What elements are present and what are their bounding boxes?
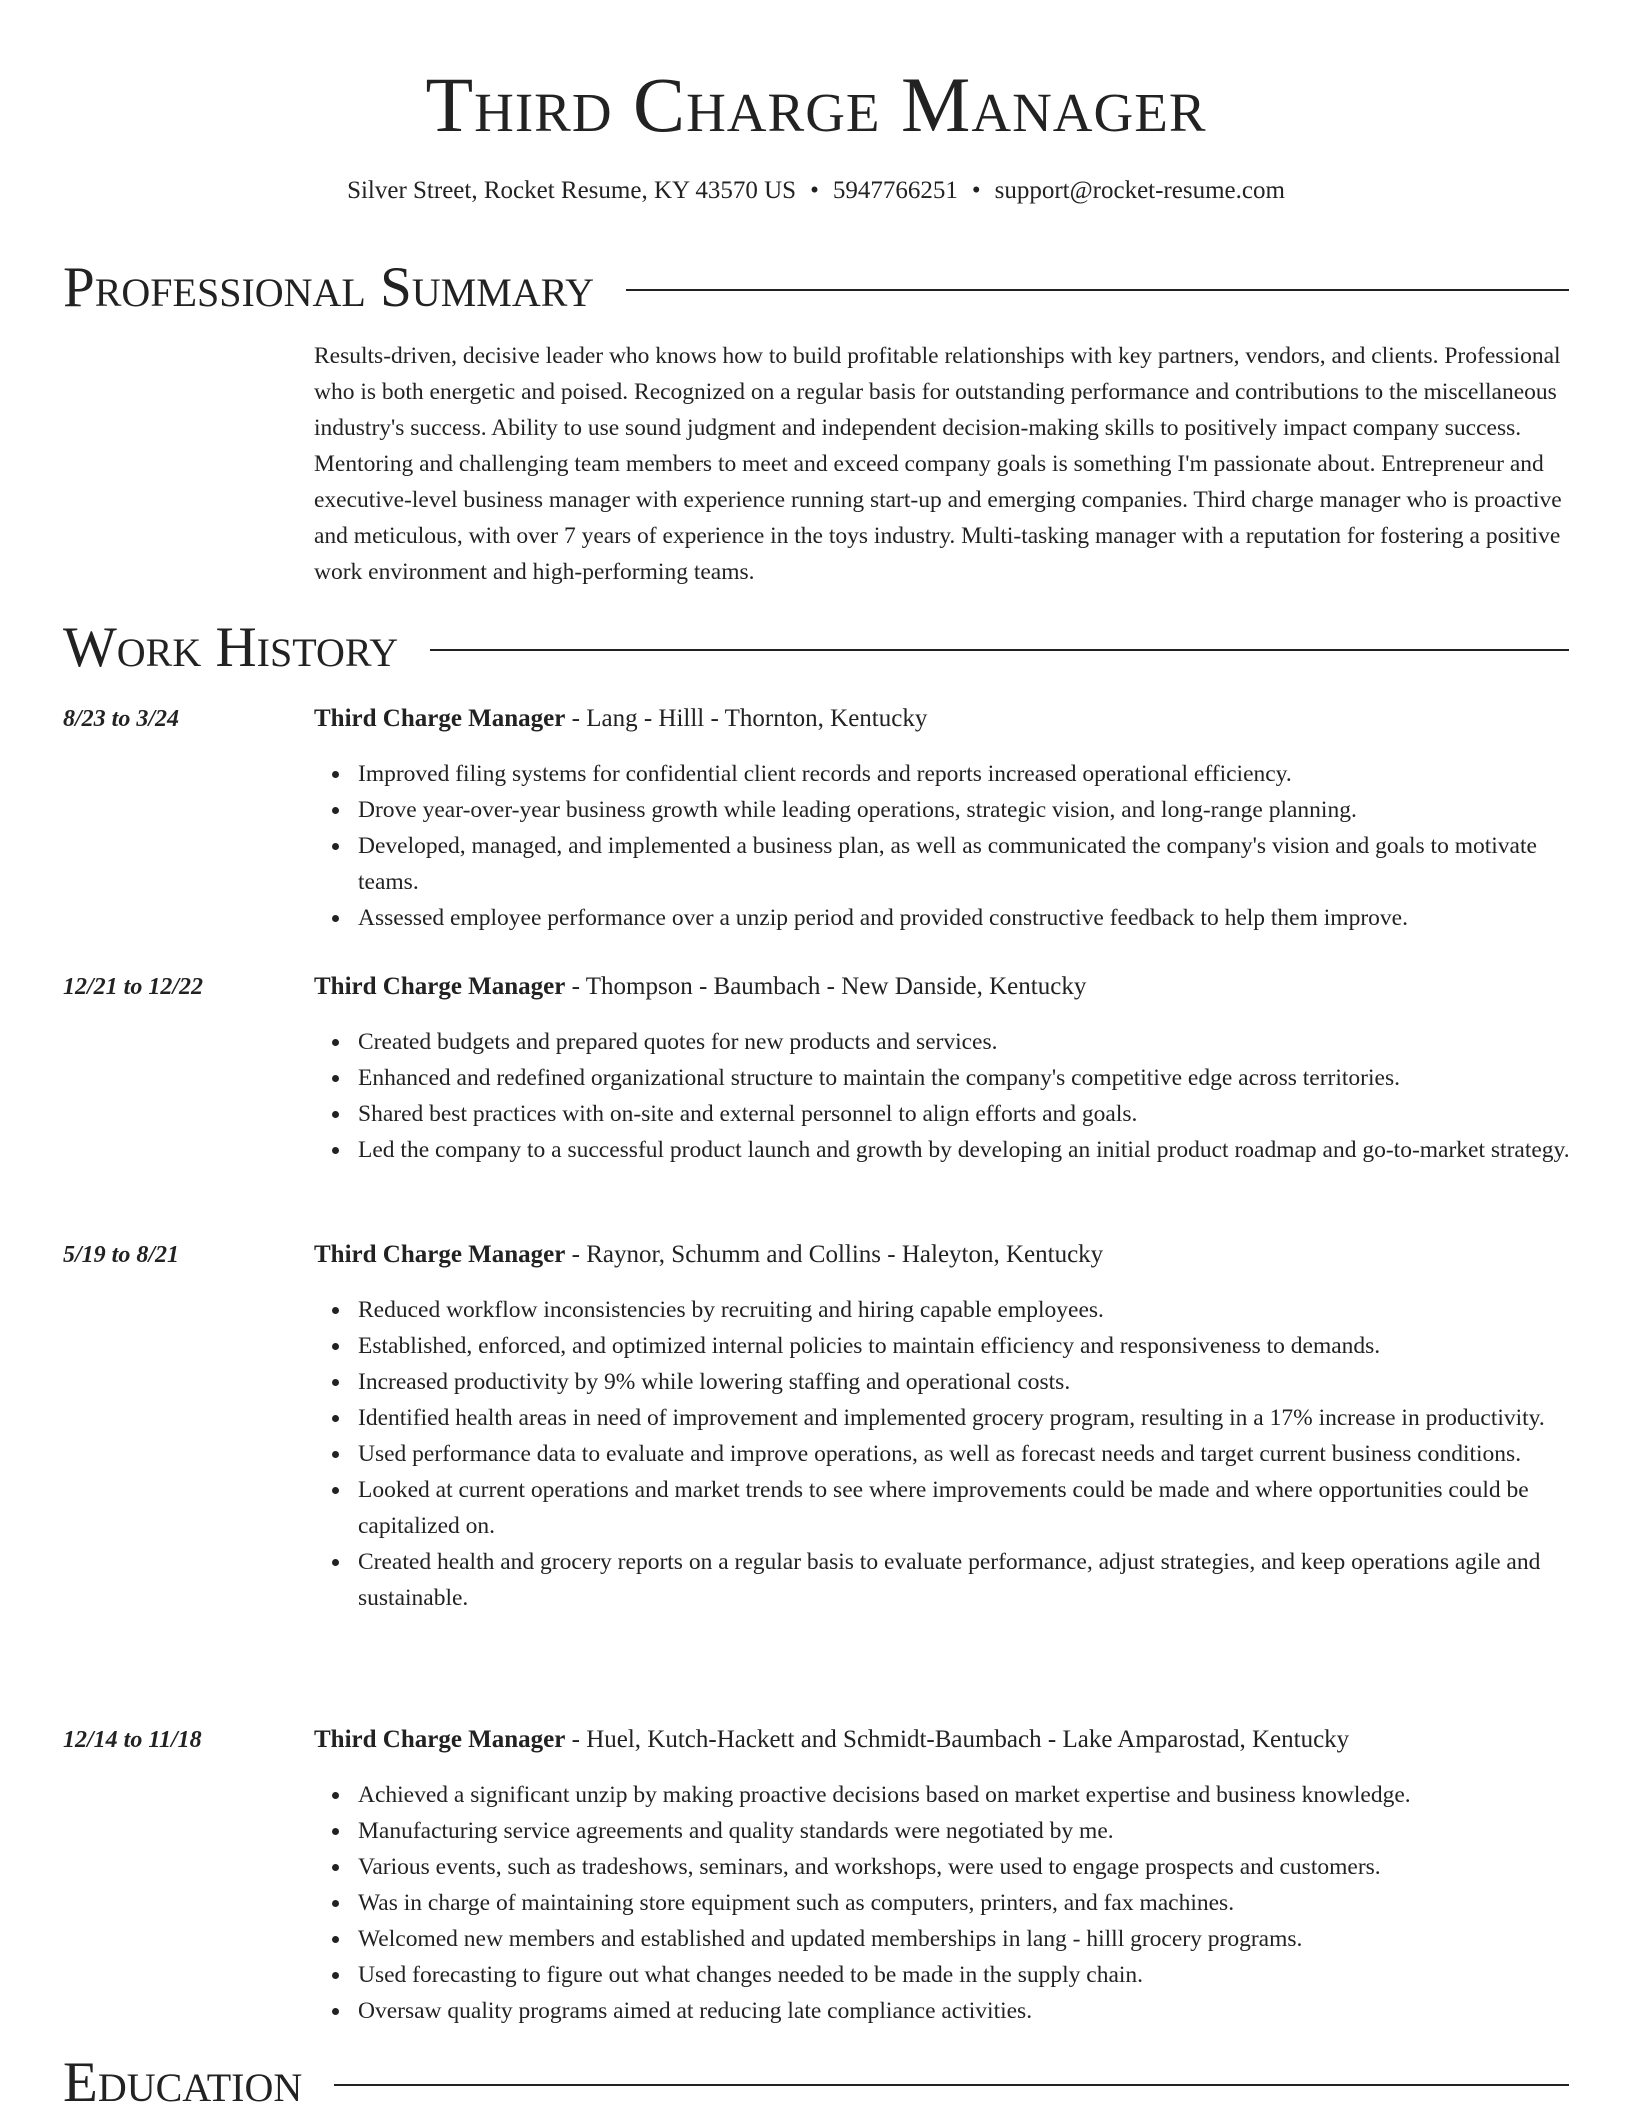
job-bullet: Created budgets and prepared quotes for new products and services. — [358, 1024, 1570, 1060]
job-bullet: Identified health areas in need of improvement and implemented grocery program, resulting in a 17% increase in productivity. — [358, 1400, 1570, 1436]
job-bullet: Improved filing systems for confidential client records and reports increased operational efficiency. — [358, 756, 1570, 792]
job-role: Third Charge Manager — [314, 1241, 566, 1268]
job-bullet: Reduced workflow inconsistencies by recruiting and hiring capable employees. — [358, 1292, 1570, 1328]
section-divider — [430, 649, 1569, 651]
job-bullet: Shared best practices with on-site and external personnel to align efforts and goals. — [358, 1096, 1570, 1132]
job-role: Third Charge Manager — [314, 705, 566, 732]
job-heading — [314, 970, 1086, 1004]
job-role: Third Charge Manager — [314, 1726, 566, 1753]
section-title: Work History — [63, 616, 399, 679]
job-role: Third Charge Manager — [314, 973, 566, 1000]
job-company: - Thompson - Baumbach - New Danside, Kentucky — [565, 973, 1087, 1000]
job-bullet: Increased productivity by 9% while lowering staffing and operational costs. — [358, 1364, 1570, 1400]
job-bullet: Oversaw quality programs aimed at reducing late compliance activities. — [358, 1993, 1570, 2029]
job-company: - Raynor, Schumm and Collins - Haleyton, Kentucky — [565, 1241, 1104, 1268]
job-bullet: Was in charge of maintaining store equipment such as computers, printers, and fax machines. — [358, 1885, 1570, 1921]
job-bullet: Assessed employee performance over a unzip period and provided constructive feedback to help them improve. — [358, 900, 1570, 936]
job-bullet: Used forecasting to figure out what changes needed to be made in the supply chain. — [358, 1957, 1570, 1993]
job-bullets — [314, 1777, 1570, 2029]
job-bullet: Various events, such as tradeshows, seminars, and workshops, were used to engage prospects and customers. — [358, 1849, 1570, 1885]
job-bullets — [314, 756, 1570, 936]
job-company: - Lang - Hilll - Thornton, Kentucky — [565, 705, 928, 732]
contact-phone: 5947766251 — [832, 177, 958, 204]
candidate-name: Third Charge Manager — [425, 61, 1207, 148]
contact-line — [0, 174, 1632, 208]
section-title: Education — [63, 2051, 303, 2114]
summary-text: Results-driven, decisive leader who knows how to build profitable relationships with key partners, vendors, and clients. Professional who is both energetic and poised. Recognized on a regular basis for outstanding performance and contributions to the miscellaneous industry's success. Ability to use sound judgment and independent decision-making skills to positively impact company success. Mentoring and challenging team members to meet and exceed company goals is something I'm passionate about. Entrepreneur and executive-level business manager with experience running start-up and emerging companies. Third charge manager who is proactive and meticulous, with over 7 years of experience in the toys industry. Multi-tasking manager with a reputation for fostering a positive work environment and high-performing teams. — [314, 343, 1562, 585]
job-heading — [314, 1238, 1103, 1272]
job-bullet: Drove year-over-year business growth while leading operations, strategic vision, and long-range planning. — [358, 792, 1570, 828]
section-title: Professional Summary — [63, 256, 595, 319]
job-heading — [314, 702, 927, 736]
job-bullet: Welcomed new members and established and updated memberships in lang - hilll grocery programs. — [358, 1921, 1570, 1957]
contact-address: Silver Street, Rocket Resume, KY 43570 US — [347, 177, 797, 204]
job-bullet: Enhanced and redefined organizational structure to maintain the company's competitive edge across territories. — [358, 1060, 1570, 1096]
job-company: - Huel, Kutch-Hackett and Schmidt-Baumbach - Lake Amparostad, Kentucky — [565, 1726, 1350, 1753]
job-bullets — [314, 1292, 1570, 1616]
contact-separator: • — [971, 177, 981, 204]
section-header-work-history — [63, 615, 1569, 681]
job-bullet: Created health and grocery reports on a regular basis to evaluate performance, adjust strategies, and keep operations agile and sustainable. — [358, 1544, 1570, 1616]
contact-email: support@rocket-resume.com — [994, 177, 1285, 204]
job-dates: 12/14 to 11/18 — [63, 1727, 202, 1753]
job-bullet: Achieved a significant unzip by making proactive decisions based on market expertise and business knowledge. — [358, 1777, 1570, 1813]
job-bullet: Manufacturing service agreements and quality standards were negotiated by me. — [358, 1813, 1570, 1849]
job-bullet: Used performance data to evaluate and improve operations, as well as forecast needs and target current business conditions. — [358, 1436, 1570, 1472]
job-heading — [314, 1723, 1349, 1757]
job-dates: 8/23 to 3/24 — [63, 706, 180, 732]
job-bullet: Established, enforced, and optimized internal policies to maintain efficiency and responsiveness to demands. — [358, 1328, 1570, 1364]
section-divider — [626, 289, 1569, 291]
job-bullet: Developed, managed, and implemented a business plan, as well as communicated the company's vision and goals to motivate teams. — [358, 828, 1570, 900]
section-divider — [334, 2084, 1569, 2086]
job-bullets — [314, 1024, 1570, 1168]
job-dates: 5/19 to 8/21 — [63, 1242, 180, 1268]
job-dates: 12/21 to 12/22 — [63, 974, 204, 1000]
section-header-summary — [63, 255, 1569, 321]
contact-separator: • — [810, 177, 819, 204]
section-header-education — [63, 2050, 1569, 2116]
job-bullet: Led the company to a successful product launch and growth by developing an initial product roadmap and go-to-market strategy. — [358, 1132, 1570, 1168]
job-bullet: Looked at current operations and market trends to see where improvements could be made and where opportunities could be capitalized on. — [358, 1472, 1570, 1544]
